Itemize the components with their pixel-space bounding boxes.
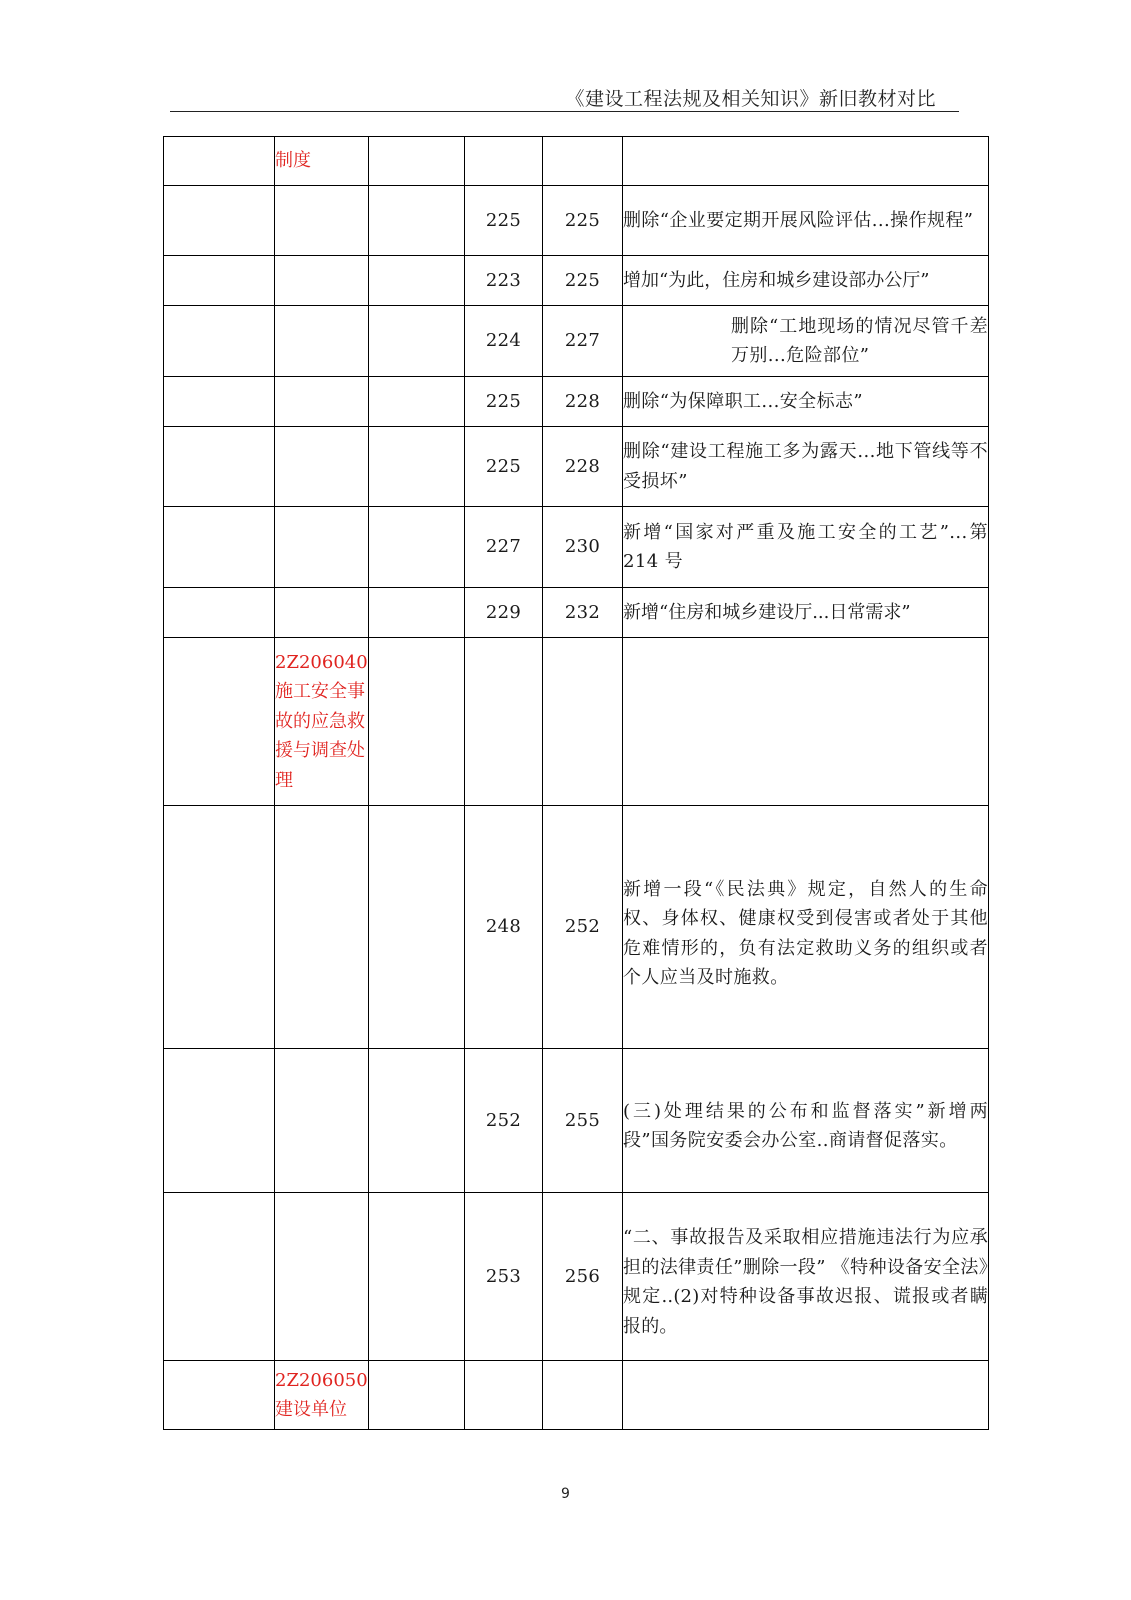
old-page-cell	[465, 137, 543, 186]
empty-cell	[164, 806, 275, 1049]
old-page-cell: 224	[465, 306, 543, 377]
table-row	[164, 507, 989, 588]
old-page-cell: 227	[465, 507, 543, 588]
old-page-cell: 225	[465, 377, 543, 427]
empty-cell	[369, 1049, 465, 1193]
change-cell: 删除“企业要定期开展风险评估...操作规程”	[623, 186, 989, 256]
table-row	[164, 427, 989, 507]
new-page-cell: 230	[543, 507, 623, 588]
section-cell	[275, 306, 369, 377]
change-cell: 删除“建设工程施工多为露天...地下管线等不受损坏”	[623, 427, 989, 507]
table-row	[164, 256, 989, 306]
empty-cell	[164, 1049, 275, 1193]
table-row	[164, 137, 989, 186]
empty-cell	[164, 377, 275, 427]
new-page-cell: 232	[543, 588, 623, 638]
new-page-cell: 255	[543, 1049, 623, 1193]
empty-cell	[369, 377, 465, 427]
table-row	[164, 306, 989, 377]
empty-cell	[164, 186, 275, 256]
empty-cell	[369, 256, 465, 306]
section-cell	[275, 256, 369, 306]
new-page-cell: 225	[543, 256, 623, 306]
table-row	[164, 638, 989, 806]
empty-cell	[164, 306, 275, 377]
empty-cell	[369, 588, 465, 638]
table-row	[164, 806, 989, 1049]
empty-cell	[369, 137, 465, 186]
empty-cell	[369, 427, 465, 507]
table-row	[164, 186, 989, 256]
empty-cell	[164, 256, 275, 306]
table-row	[164, 1361, 989, 1430]
section-cell: 2Z206040 施工安全事故的应急救援与调查处理	[275, 638, 369, 806]
empty-cell	[369, 806, 465, 1049]
section-cell	[275, 507, 369, 588]
new-page-cell: 228	[543, 377, 623, 427]
change-cell: 删除“工地现场的情况尽管千差万别...危险部位”	[623, 306, 989, 377]
table-row	[164, 377, 989, 427]
table-row	[164, 1193, 989, 1361]
section-cell	[275, 588, 369, 638]
empty-cell	[369, 1361, 465, 1430]
new-page-cell: 256	[543, 1193, 623, 1361]
empty-cell	[369, 507, 465, 588]
change-cell	[623, 1361, 989, 1430]
header-rule	[170, 111, 959, 112]
new-page-cell: 252	[543, 806, 623, 1049]
new-page-cell	[543, 1361, 623, 1430]
old-page-cell: 229	[465, 588, 543, 638]
section-cell	[275, 1193, 369, 1361]
new-page-cell	[543, 137, 623, 186]
old-page-cell	[465, 1361, 543, 1430]
section-cell	[275, 186, 369, 256]
change-cell: 新增“国家对严重及施工安全的工艺”...第 214 号	[623, 507, 989, 588]
section-cell	[275, 1049, 369, 1193]
old-page-cell	[465, 638, 543, 806]
section-cell: 制度	[275, 137, 369, 186]
old-page-cell: 225	[465, 186, 543, 256]
empty-cell	[164, 1193, 275, 1361]
change-cell: (三)处理结果的公布和监督落实”新增两段”国务院安委会办公室..商请督促落实。	[623, 1049, 989, 1193]
new-page-cell: 228	[543, 427, 623, 507]
empty-cell	[164, 507, 275, 588]
empty-cell	[164, 638, 275, 806]
empty-cell	[164, 427, 275, 507]
section-cell: 2Z206050 建设单位	[275, 1361, 369, 1430]
change-cell: 新增“住房和城乡建设厅...日常需求”	[623, 588, 989, 638]
change-cell	[623, 137, 989, 186]
table-row	[164, 588, 989, 638]
empty-cell	[369, 186, 465, 256]
old-page-cell: 248	[465, 806, 543, 1049]
empty-cell	[369, 306, 465, 377]
change-cell: “二、事故报告及采取相应措施违法行为应承担的法律责任”删除一段” 《特种设备安全法》规定..(2)对特种设备事故迟报、谎报或者瞒报的。	[623, 1193, 989, 1361]
empty-cell	[369, 638, 465, 806]
section-cell	[275, 427, 369, 507]
change-cell: 增加“为此，住房和城乡建设部办公厅”	[623, 256, 989, 306]
change-cell: 删除“为保障职工...安全标志”	[623, 377, 989, 427]
empty-cell	[164, 588, 275, 638]
empty-cell	[164, 1361, 275, 1430]
new-page-cell: 225	[543, 186, 623, 256]
section-cell	[275, 377, 369, 427]
old-page-cell: 253	[465, 1193, 543, 1361]
old-page-cell: 225	[465, 427, 543, 507]
section-cell	[275, 806, 369, 1049]
document-header-title: 《建设工程法规及相关知识》新旧教材对比	[565, 88, 936, 110]
empty-cell	[164, 137, 275, 186]
new-page-cell	[543, 638, 623, 806]
comparison-table	[163, 136, 989, 1430]
change-cell: 新增一段“《民法典》规定，自然人的生命权、身体权、健康权受到侵害或者处于其他危难情形的，负有法定救助义务的组织或者个人应当及时施救。	[623, 806, 989, 1049]
old-page-cell: 252	[465, 1049, 543, 1193]
table-row	[164, 1049, 989, 1193]
empty-cell	[369, 1193, 465, 1361]
change-cell	[623, 638, 989, 806]
page-number: 9	[561, 1486, 570, 1502]
old-page-cell: 223	[465, 256, 543, 306]
new-page-cell: 227	[543, 306, 623, 377]
